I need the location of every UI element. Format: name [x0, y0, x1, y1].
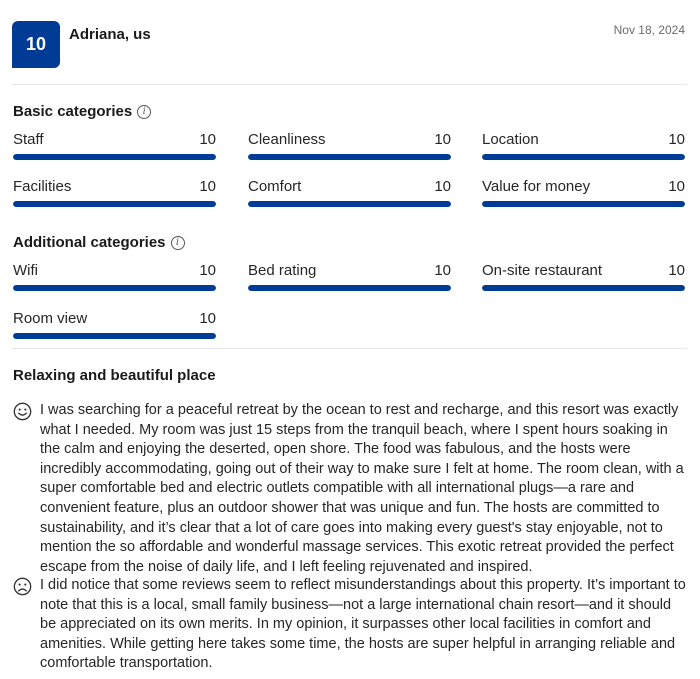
category-score: 10 [199, 310, 216, 327]
category-bar [482, 154, 685, 160]
category-cleanliness [248, 131, 451, 160]
category-bar [482, 285, 685, 291]
category-label: Room view [13, 310, 88, 327]
category-bar-fill [13, 201, 216, 207]
category-location [482, 131, 685, 160]
additional-categories-title: Additional categories [13, 234, 166, 251]
category-comfort [248, 178, 451, 207]
category-wifi [13, 262, 216, 291]
negative-review-text: I did notice that some reviews seem to reflect misunderstandings about this property. It’s important to note that this is a local, small family business—not a large international chain resort—and it should be appreciated on its own merits. In my opinion, it surpasses other local facilities in comfort and amenities. While getting here takes some time, the hosts are super helpful in arranging reliable and comfortable transportation. [40, 577, 686, 672]
category-label: Wifi [13, 262, 38, 279]
category-score: 10 [434, 131, 451, 148]
category-bar-fill [482, 154, 685, 160]
basic-categories-title: Basic categories [13, 103, 133, 120]
reviewer-name: Adriana, us [69, 26, 151, 43]
divider [12, 348, 687, 349]
category-score: 10 [668, 262, 685, 279]
positive-review [13, 401, 688, 577]
frowny-face-icon [13, 577, 33, 674]
category-room-view [13, 310, 216, 339]
category-bar-fill [482, 285, 685, 291]
category-on-site-restaurant [482, 262, 685, 291]
category-staff [13, 131, 216, 160]
divider [12, 84, 687, 85]
category-bar [482, 201, 685, 207]
category-bar [13, 285, 216, 291]
negative-review [13, 576, 688, 674]
category-label: Staff [13, 131, 44, 148]
basic-categories-heading [13, 103, 151, 120]
category-score: 10 [199, 131, 216, 148]
info-icon[interactable]: i [137, 105, 151, 119]
category-bar-fill [248, 154, 451, 160]
review-score-badge: 10 [12, 21, 60, 68]
category-bar [248, 285, 451, 291]
additional-categories-heading [13, 234, 185, 251]
category-bed-rating [248, 262, 451, 291]
category-label: Location [482, 131, 539, 148]
category-label: On-site restaurant [482, 262, 603, 279]
category-bar [248, 201, 451, 207]
category-bar-fill [13, 333, 216, 339]
category-label: Bed rating [248, 262, 317, 279]
review-date: Nov 18, 2024 [613, 23, 685, 37]
category-score: 10 [434, 178, 451, 195]
category-label: Value for money [482, 178, 591, 195]
category-bar [248, 154, 451, 160]
smiley-face-icon [13, 402, 33, 577]
category-bar-fill [13, 285, 216, 291]
positive-review-text: I was searching for a peaceful retreat by the ocean to rest and recharge, and this resort was exactly what I needed. My room was just 15 steps from the tranquil beach, where I spent hours soaking in the calm and enjoying the deserted, open shore. The food was fabulous, and the hosts were incredibly accommodating, going out of their way to make sure I felt at home. The room clean, with a super comfortable bed and electric outlets compatible with all international plugs—a rare and convenient feature, plus an outdoor shower that was unique and fun. The hosts are committed to sustainability, and it’s clear that a lot of care goes into making every guest's stay enjoyable, not to mention the so affordable and wonderful massage services. This exotic retreat provided the perfect escape from the noise of daily life, and I left feeling rejuvenated and inspired. [40, 402, 684, 575]
category-score: 10 [668, 131, 685, 148]
category-bar-fill [482, 201, 685, 207]
category-score: 10 [668, 178, 685, 195]
category-bar-fill [248, 285, 451, 291]
category-value-for-money [482, 178, 685, 207]
category-bar-fill [248, 201, 451, 207]
category-score: 10 [199, 262, 216, 279]
category-bar [13, 154, 216, 160]
category-label: Cleanliness [248, 131, 326, 148]
review-title: Relaxing and beautiful place [13, 367, 216, 384]
category-bar [13, 201, 216, 207]
info-icon[interactable]: i [171, 236, 185, 250]
category-label: Facilities [13, 178, 72, 195]
category-score: 10 [199, 178, 216, 195]
category-bar-fill [13, 154, 216, 160]
category-bar [13, 333, 216, 339]
category-label: Comfort [248, 178, 302, 195]
category-facilities [13, 178, 216, 207]
category-score: 10 [434, 262, 451, 279]
